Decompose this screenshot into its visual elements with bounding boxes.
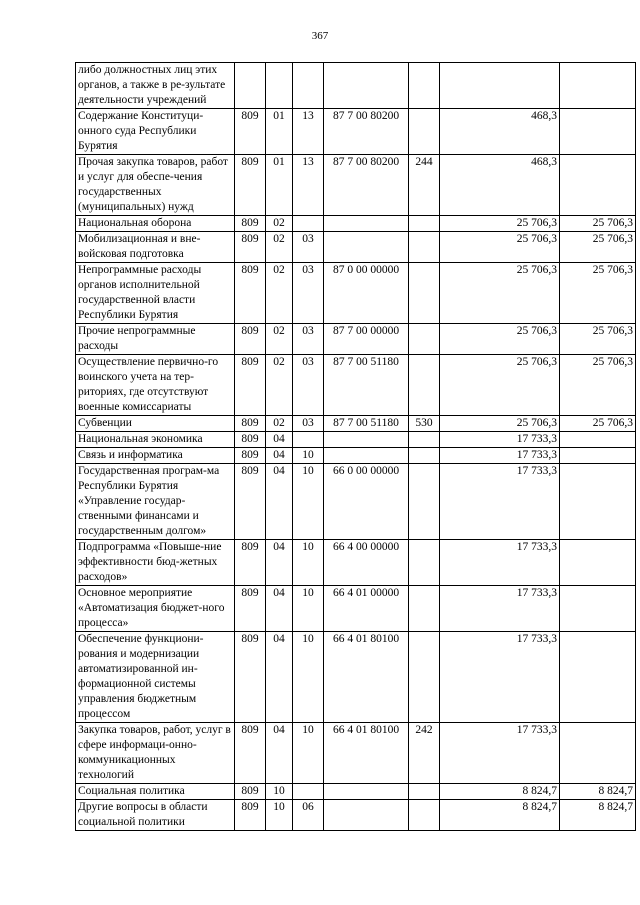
amount-cell: 8 824,7: [440, 784, 560, 800]
section-cell: 04: [266, 448, 293, 464]
amount-cell: 25 706,3: [440, 232, 560, 263]
amount-2-cell: [560, 155, 636, 216]
admin-code-cell: 809: [235, 109, 266, 155]
section-cell: 04: [266, 432, 293, 448]
section-cell: 04: [266, 632, 293, 723]
section-cell: 02: [266, 355, 293, 416]
admin-code-cell: 809: [235, 632, 266, 723]
table-row: [76, 586, 636, 632]
amount-cell: 17 733,3: [440, 464, 560, 540]
subsection-cell: 03: [293, 263, 324, 324]
item-name-cell: Обеспечение функциони-рования и модернизации автоматизированной ин-формационной системы управления бюджетным процессом: [76, 632, 235, 723]
target-article-cell: [324, 432, 409, 448]
amount-2-cell: 25 706,3: [560, 216, 636, 232]
amount-2-cell: [560, 632, 636, 723]
subsection-cell: 03: [293, 324, 324, 355]
subsection-cell: 10: [293, 586, 324, 632]
table-row: [76, 324, 636, 355]
admin-code-cell: 809: [235, 355, 266, 416]
amount-2-cell: [560, 586, 636, 632]
expense-type-cell: [409, 784, 440, 800]
target-article-cell: [324, 784, 409, 800]
amount-2-cell: 25 706,3: [560, 324, 636, 355]
table-row: [76, 155, 636, 216]
expense-type-cell: 242: [409, 723, 440, 784]
amount-cell: 8 824,7: [440, 800, 560, 831]
amount-cell: 468,3: [440, 155, 560, 216]
admin-code-cell: 809: [235, 723, 266, 784]
subsection-cell: 13: [293, 155, 324, 216]
item-name-cell: Основное мероприятие «Автоматизация бюджет-ного процесса»: [76, 586, 235, 632]
item-name-cell: Национальная оборона: [76, 216, 235, 232]
page-number: 367: [311, 30, 329, 42]
amount-cell: 17 733,3: [440, 586, 560, 632]
expense-type-cell: [409, 63, 440, 109]
amount-cell: [440, 63, 560, 109]
admin-code-cell: [235, 63, 266, 109]
amount-cell: 25 706,3: [440, 324, 560, 355]
expense-type-cell: [409, 540, 440, 586]
amount-cell: 17 733,3: [440, 632, 560, 723]
amount-2-cell: 25 706,3: [560, 416, 636, 432]
section-cell: 02: [266, 324, 293, 355]
amount-cell: 17 733,3: [440, 723, 560, 784]
amount-2-cell: 25 706,3: [560, 355, 636, 416]
target-article-cell: 66 4 01 80100: [324, 632, 409, 723]
table-row: [76, 109, 636, 155]
target-article-cell: [324, 216, 409, 232]
amount-2-cell: [560, 63, 636, 109]
section-cell: 01: [266, 155, 293, 216]
expense-type-cell: [409, 324, 440, 355]
amount-cell: 17 733,3: [440, 540, 560, 586]
item-name-cell: Национальная экономика: [76, 432, 235, 448]
table-row: [76, 784, 636, 800]
admin-code-cell: 809: [235, 416, 266, 432]
amount-2-cell: [560, 448, 636, 464]
expense-type-cell: 530: [409, 416, 440, 432]
target-article-cell: 87 0 00 00000: [324, 263, 409, 324]
subsection-cell: 13: [293, 109, 324, 155]
expense-type-cell: [409, 432, 440, 448]
table-row: [76, 432, 636, 448]
admin-code-cell: 809: [235, 155, 266, 216]
amount-cell: 468,3: [440, 109, 560, 155]
table-row: [76, 540, 636, 586]
admin-code-cell: 809: [235, 800, 266, 831]
subsection-cell: 03: [293, 416, 324, 432]
amount-2-cell: [560, 723, 636, 784]
section-cell: 02: [266, 232, 293, 263]
amount-2-cell: [560, 464, 636, 540]
subsection-cell: 10: [293, 448, 324, 464]
expense-type-cell: [409, 586, 440, 632]
budget-table: [75, 62, 636, 831]
section-cell: 10: [266, 784, 293, 800]
admin-code-cell: 809: [235, 586, 266, 632]
item-name-cell: Другие вопросы в области социальной политики: [76, 800, 235, 831]
subsection-cell: [293, 432, 324, 448]
admin-code-cell: 809: [235, 448, 266, 464]
target-article-cell: 66 4 00 00000: [324, 540, 409, 586]
section-cell: 02: [266, 263, 293, 324]
item-name-cell: Подпрограмма «Повыше-ние эффективности бюд-жетных расходов»: [76, 540, 235, 586]
amount-2-cell: [560, 540, 636, 586]
item-name-cell: Непрограммные расходы органов исполнительной государственной власти Республики Бурятия: [76, 263, 235, 324]
amount-2-cell: [560, 109, 636, 155]
section-cell: 04: [266, 586, 293, 632]
amount-cell: 17 733,3: [440, 432, 560, 448]
admin-code-cell: 809: [235, 464, 266, 540]
expense-type-cell: [409, 448, 440, 464]
item-name-cell: Осуществление первично-го воинского учета на тер-риториях, где отсутствуют военные комиссариаты: [76, 355, 235, 416]
table-row: [76, 800, 636, 831]
section-cell: 02: [266, 216, 293, 232]
table-row: [76, 416, 636, 432]
subsection-cell: 10: [293, 723, 324, 784]
target-article-cell: 87 7 00 00000: [324, 324, 409, 355]
table-row: [76, 63, 636, 109]
admin-code-cell: 809: [235, 432, 266, 448]
item-name-cell: Социальная политика: [76, 784, 235, 800]
subsection-cell: 06: [293, 800, 324, 831]
amount-2-cell: 8 824,7: [560, 800, 636, 831]
expense-type-cell: [409, 216, 440, 232]
expense-type-cell: [409, 632, 440, 723]
item-name-cell: либо должностных лиц этих органов, а также в ре-зультате деятельности учреждений: [76, 63, 235, 109]
target-article-cell: [324, 232, 409, 263]
subsection-cell: 10: [293, 464, 324, 540]
item-name-cell: Прочая закупка товаров, работ и услуг для обеспе-чения государственных (муниципальных) нужд: [76, 155, 235, 216]
section-cell: 04: [266, 464, 293, 540]
amount-2-cell: [560, 432, 636, 448]
expense-type-cell: 244: [409, 155, 440, 216]
expense-type-cell: [409, 800, 440, 831]
target-article-cell: 87 7 00 51180: [324, 416, 409, 432]
section-cell: 01: [266, 109, 293, 155]
expense-type-cell: [409, 109, 440, 155]
target-article-cell: 87 7 00 51180: [324, 355, 409, 416]
item-name-cell: Закупка товаров, работ, услуг в сфере информаци-онно-коммуникационных технологий: [76, 723, 235, 784]
target-article-cell: 66 4 01 80100: [324, 723, 409, 784]
subsection-cell: 10: [293, 632, 324, 723]
admin-code-cell: 809: [235, 540, 266, 586]
table-row: [76, 263, 636, 324]
item-name-cell: Содержание Конституци-онного суда Республики Бурятия: [76, 109, 235, 155]
table-row: [76, 448, 636, 464]
section-cell: 10: [266, 800, 293, 831]
subsection-cell: [293, 216, 324, 232]
amount-2-cell: 25 706,3: [560, 232, 636, 263]
table-row: [76, 464, 636, 540]
item-name-cell: Субвенции: [76, 416, 235, 432]
subsection-cell: 10: [293, 540, 324, 586]
target-article-cell: 66 0 00 00000: [324, 464, 409, 540]
target-article-cell: [324, 63, 409, 109]
item-name-cell: Прочие непрограммные расходы: [76, 324, 235, 355]
target-article-cell: 66 4 01 00000: [324, 586, 409, 632]
admin-code-cell: 809: [235, 232, 266, 263]
section-cell: 04: [266, 540, 293, 586]
subsection-cell: 03: [293, 355, 324, 416]
amount-cell: 25 706,3: [440, 216, 560, 232]
target-article-cell: 87 7 00 80200: [324, 109, 409, 155]
target-article-cell: [324, 800, 409, 831]
subsection-cell: [293, 784, 324, 800]
item-name-cell: Государственная програм-ма Республики Бурятия «Управление государ-ственными финансами и государственным долгом»: [76, 464, 235, 540]
amount-2-cell: 25 706,3: [560, 263, 636, 324]
table-row: [76, 232, 636, 263]
table-row: [76, 216, 636, 232]
section-cell: 02: [266, 416, 293, 432]
expense-type-cell: [409, 232, 440, 263]
admin-code-cell: 809: [235, 324, 266, 355]
admin-code-cell: 809: [235, 784, 266, 800]
amount-2-cell: 8 824,7: [560, 784, 636, 800]
amount-cell: 17 733,3: [440, 448, 560, 464]
amount-cell: 25 706,3: [440, 355, 560, 416]
item-name-cell: Мобилизационная и вне-войсковая подготовка: [76, 232, 235, 263]
expense-type-cell: [409, 355, 440, 416]
subsection-cell: [293, 63, 324, 109]
target-article-cell: [324, 448, 409, 464]
section-cell: [266, 63, 293, 109]
table-row: [76, 355, 636, 416]
amount-cell: 25 706,3: [440, 416, 560, 432]
item-name-cell: Связь и информатика: [76, 448, 235, 464]
table-row: [76, 632, 636, 723]
table-row: [76, 723, 636, 784]
subsection-cell: 03: [293, 232, 324, 263]
amount-cell: 25 706,3: [440, 263, 560, 324]
expense-type-cell: [409, 464, 440, 540]
admin-code-cell: 809: [235, 216, 266, 232]
section-cell: 04: [266, 723, 293, 784]
target-article-cell: 87 7 00 80200: [324, 155, 409, 216]
admin-code-cell: 809: [235, 263, 266, 324]
expense-type-cell: [409, 263, 440, 324]
